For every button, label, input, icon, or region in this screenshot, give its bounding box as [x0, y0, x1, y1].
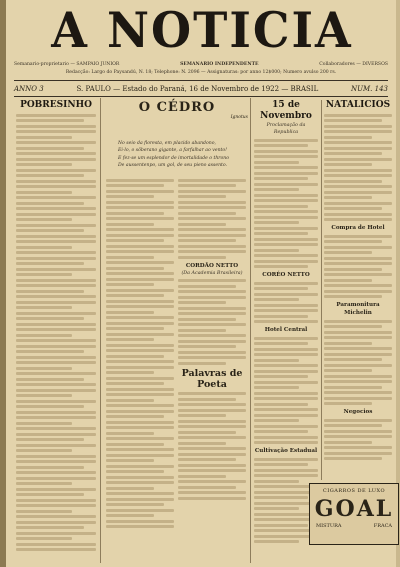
ad-bottom-right: FRACA [373, 523, 392, 529]
col2-subhead-cordao: CORDÃO NETTO [185, 262, 239, 269]
dateline [14, 83, 388, 95]
masthead [16, 1, 388, 59]
rule-bottom [14, 96, 388, 97]
column-ocedro-right [178, 176, 246, 560]
newspaper-title: A NOTICIA [51, 1, 353, 59]
col4-subhead-negocios: Negocios [343, 409, 373, 415]
address-line-row [14, 70, 388, 75]
col2-title: O CÉDRO [138, 100, 216, 115]
poem-line: Ei-lo, o sôberano gigante, a farfalhar ao vento! [118, 148, 227, 154]
newspaper-page [6, 0, 396, 567]
column-pobresinho [16, 100, 96, 560]
col3-subhead-hotel: Hotel Central [264, 327, 308, 333]
collaborators-credit: Collaboradores — DIVERSOS [319, 62, 388, 67]
col1-title: POBRESINHO [20, 100, 92, 110]
col4-subhead-compra-hotel: Compra de Hotel [331, 225, 385, 231]
col3-title: 15 de Novembro [260, 100, 312, 121]
rule-top [14, 80, 388, 81]
address-line: Redacção: Largo do Paysandú, N. 18; Telephone: N. 2096 — Assignaturas: por anno 12$000; Numero avulso 200 rs. [65, 70, 337, 75]
col2-author: Ignotus [230, 115, 248, 120]
poem-block [118, 140, 243, 170]
col3-subhead-coreo: CORÉO NETTO [262, 272, 310, 278]
ad-bottom-left: MISTURA [316, 523, 342, 529]
col2-subhead-palavras: Palavras de Poeta [181, 367, 243, 390]
col2-subhead-cordao-note: (Da Academia Brasileira) [181, 270, 243, 276]
column-divider [100, 98, 101, 563]
owner-credit: Semanario-proprietario — SAMPAIO JUNIOR [14, 62, 120, 67]
ocedro-header [106, 100, 248, 120]
goal-cigarette-ad [309, 483, 399, 545]
poem-line: E fez-se um esplendor de imortalidade o throno [118, 155, 229, 161]
issue-number: NUM. 143 [350, 85, 388, 93]
column-natalicios [324, 100, 392, 480]
location-date: S. PAULO — Estado do Paraná, 16 de Novembro de 1922 — BRASIL [76, 85, 319, 93]
ad-brand: GOAL [314, 496, 394, 522]
masthead-credits [14, 62, 388, 67]
column-ocedro-left [106, 176, 174, 560]
col4-title: NATALICIOS [325, 100, 391, 110]
column-divider [250, 98, 251, 563]
col3-subhead-cultivacao: Cultivação Estadual [254, 448, 318, 454]
motto: SEMANARIO INDEPENDENTE [180, 62, 259, 67]
col3-subtitle: Proclamação da Republica [266, 123, 306, 135]
col4-subhead-michelin: Paramonitura Michelin [336, 302, 380, 316]
column-divider [321, 100, 322, 480]
poem-line: De aussentenpo, um gol, de seu pieno assento. [118, 163, 228, 169]
poem-line: No seio da floresta, em placido abandono, [118, 141, 216, 146]
ad-top-line: CIGARROS DE LUXO [322, 488, 386, 494]
edition-label: ANNO 3 [14, 85, 44, 93]
